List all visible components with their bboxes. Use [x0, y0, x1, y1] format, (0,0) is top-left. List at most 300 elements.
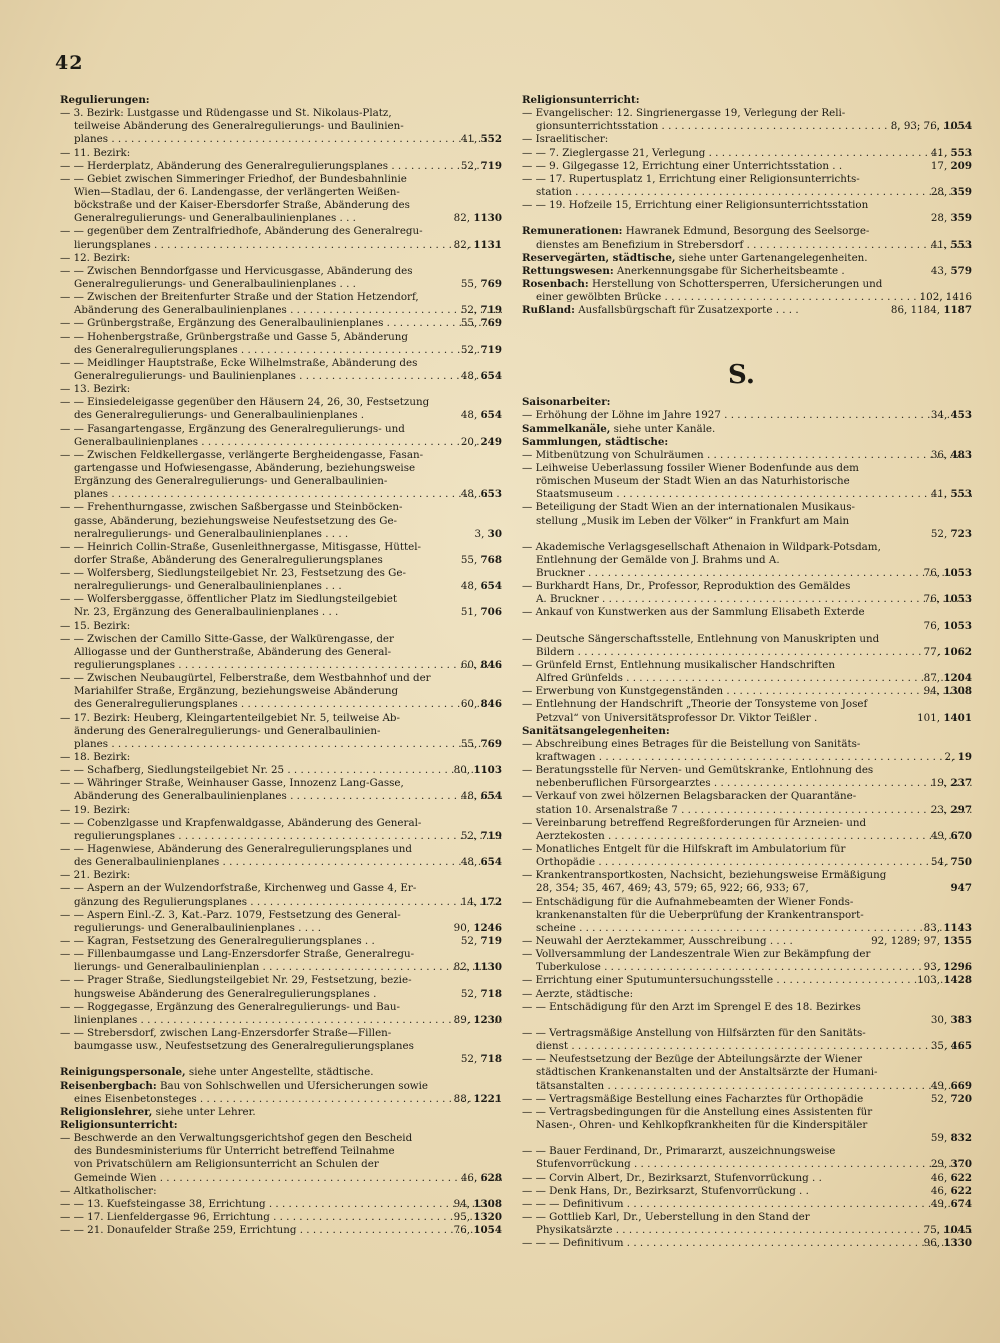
page-ref-number: 1320: [473, 1210, 502, 1223]
index-line: [522, 1080, 972, 1093]
index-line: [60, 304, 502, 317]
index-entry-text: nebenberuflichen Fürsorgearztes . . .: [536, 777, 972, 789]
index-entry-text: Religionsunterricht:: [60, 1118, 178, 1131]
index-line: [60, 252, 502, 265]
index-entry-text: Generalbaulinienplanes . . .: [74, 436, 502, 448]
index-line: [522, 817, 972, 830]
page-reference: [454, 1224, 502, 1237]
index-line: [60, 961, 502, 974]
page-ref-volume: 52,: [460, 935, 481, 947]
page-reference: [924, 620, 972, 633]
index-line: [522, 291, 972, 304]
page-ref-number: 622: [950, 1171, 972, 1184]
index-entry-text: — — Wolfersberggasse, öffentlicher Platz im Siedlungsteilgebiet: [60, 593, 398, 606]
page-ref-number: 1143: [943, 921, 972, 934]
index-entry-text: dorfer Straße, Abänderung des Generalregulierungsplanes: [74, 553, 383, 566]
page-reference: [891, 120, 972, 133]
index-line: [60, 777, 502, 790]
page-reference: [931, 1093, 972, 1106]
page-ref-volume: 41,: [930, 146, 951, 159]
index-line: [522, 620, 972, 633]
index-entry-text: — — 13. Kuefsteingasse 38, Errichtung . . .: [60, 1198, 502, 1210]
page-ref-number: 654: [480, 369, 502, 382]
index-line: [60, 1106, 502, 1119]
page-ref-number: 706: [480, 606, 502, 619]
index-entry-text: — — Neufestsetzung der Bezüge der Abteilungsärzte der Wiener: [522, 1053, 862, 1066]
page-reference: [931, 1158, 972, 1171]
index-entry-text: neralregulierungs- und Generalbaulinienplanes . . .: [74, 580, 342, 593]
index-entry-text: — Mitbenützung von Schulräumen . . .: [522, 449, 972, 461]
page-ref-number: 669: [950, 1079, 972, 1092]
index-line: [522, 882, 972, 895]
page-reference: [924, 961, 972, 974]
index-entry-text: des Generalbaulinienplanes . . .: [74, 856, 502, 868]
page-reference: [931, 147, 972, 160]
index-line: [522, 856, 972, 869]
page-ref-volume: 41,: [930, 488, 951, 501]
page-ref-volume: 20,: [460, 435, 481, 448]
page-ref-number: 768: [480, 553, 502, 566]
index-line: [60, 449, 502, 462]
index-line: [60, 659, 502, 672]
index-entry-text: — — Cobenzlgasse und Krapfenwaldgasse, Abänderung des General-: [60, 816, 422, 829]
page-ref-volume: 52,: [930, 527, 951, 540]
page-ref-volume: 76,: [923, 619, 944, 632]
page-ref-volume: 35,: [930, 1040, 951, 1053]
index-entry-text: böckstraße und der Kaiser-Ebersdorfer Straße, Abänderung des: [74, 199, 410, 212]
index-entry-text: Entlehnung der Gemälde von J. Brahms und A.: [536, 553, 780, 566]
page-ref-volume: 52,: [460, 987, 481, 1000]
index-line: [60, 712, 502, 725]
index-entry-text: — — Zwischen der Breitenfurter Straße und der Station Hetzendorf,: [60, 291, 419, 304]
index-entry-text: Wien—Stadlau, der 6. Landengasse, der verlängerten Weißen-: [74, 185, 400, 198]
page-ref-number: 237: [950, 777, 972, 790]
index-line: [60, 212, 502, 225]
index-line: [60, 1080, 502, 1093]
index-line: [522, 133, 972, 146]
index-line: [522, 790, 972, 803]
index-line: [60, 147, 502, 160]
index-line: [60, 1198, 502, 1211]
page-reference: [931, 239, 972, 252]
index-keyword: Rettungswesen:: [522, 264, 614, 277]
page-reference: [461, 317, 502, 330]
page-ref-volume: 76,: [923, 593, 944, 606]
page-ref-number: 359: [950, 185, 972, 198]
index-entry-text: station 10. Arsenalstraße 7 . . .: [536, 804, 972, 816]
index-line: [522, 712, 972, 725]
index-entry-text: — — Hohenbergstraße, Grünbergstraße und Gasse 5, Abänderung: [60, 330, 408, 343]
index-line: [60, 528, 502, 541]
index-entry-text: Reinigungspersonale, siehe unter Angestellte, städtische.: [60, 1066, 374, 1079]
index-keyword: Reinigungspersonale,: [60, 1066, 186, 1079]
index-line: [60, 199, 502, 212]
page-reference: [461, 738, 502, 751]
index-line: [60, 1001, 502, 1014]
page-ref-number: 719: [480, 343, 502, 356]
page-ref-number: 723: [950, 527, 972, 540]
index-line: [522, 869, 972, 882]
page-ref-number: 832: [950, 1132, 972, 1145]
index-line: [522, 186, 972, 199]
page-ref-volume: 8, 93; 76,: [890, 120, 944, 133]
page-ref-volume: 48,: [460, 488, 481, 501]
index-entry-text: — — Fasangartengasse, Ergänzung des Generalregulierungs- und: [60, 422, 405, 435]
page-reference: [945, 751, 972, 764]
index-entry-text: Gemeinde Wien . . .: [74, 1172, 502, 1184]
index-line: [522, 383, 972, 396]
index-line: [522, 961, 972, 974]
index-entry-text: Generalregulierungs- und Baulinienplanes . . .: [74, 370, 502, 382]
page-ref-volume: 89,: [453, 1013, 474, 1026]
index-entry-text: lierungsplanes . . .: [74, 239, 502, 251]
index-entry-text: — 12. Bezirk:: [60, 251, 131, 264]
index-entry-text: des Bundesministeriums für Unterricht betreffend Teilnahme: [74, 1145, 395, 1158]
page-ref-number: 719: [480, 829, 502, 842]
index-line: [60, 409, 502, 422]
page-reference: [454, 1211, 502, 1224]
index-entry-text: — — Strebersdorf, zwischen Lang-Enzersdorfer Straße—Fillen-: [60, 1026, 392, 1039]
index-line: [60, 974, 502, 987]
index-entry-text: — 11. Bezirk:: [60, 146, 131, 159]
page-ref-number: 1401: [943, 711, 972, 724]
page-reference: [931, 1132, 972, 1145]
page-reference: [461, 790, 502, 803]
index-line: [522, 278, 972, 291]
index-line: [522, 94, 972, 107]
index-line: [522, 331, 972, 344]
page-ref-volume: 76,: [923, 567, 944, 580]
page-ref-volume: 48,: [460, 856, 481, 869]
page-ref-volume: 86, 1184,: [890, 304, 944, 317]
page-ref-number: 249: [480, 435, 502, 448]
index-entry-text: — Ankauf von Kunstwerken aus der Sammlung Elisabeth Exterde: [522, 606, 865, 619]
index-line: [522, 344, 972, 357]
page-ref-volume: 96,: [923, 1237, 944, 1250]
index-line: [60, 1066, 502, 1079]
page-ref-number: 553: [950, 488, 972, 501]
index-entry-text: Abänderung des Generalbaulinienplanes . . .: [74, 790, 502, 802]
page-reference: [924, 1237, 972, 1250]
index-entry-text: — Errichtung einer Sputumuntersuchungsstelle . . .: [522, 974, 972, 986]
page-ref-number: 719: [480, 304, 502, 317]
page-ref-volume: 55,: [460, 737, 481, 750]
index-entry-text: — Vereinbarung betreffend Regreßforderungen für Arzneien- und: [522, 816, 867, 829]
index-line: [60, 751, 502, 764]
page-ref-number: 1130: [473, 212, 502, 225]
index-entry-text: — 21. Bezirk:: [60, 869, 131, 882]
index-entry-text: — — Frehenthurngasse, zwischen Saßbergasse und Steinböcken-: [60, 501, 403, 514]
page-ref-number: 1308: [943, 685, 972, 698]
page-reference: [461, 606, 502, 619]
index-line: [522, 1145, 972, 1158]
index-line: [60, 462, 502, 475]
page-ref-volume: 80,: [453, 764, 474, 777]
index-line: [60, 278, 502, 291]
index-entry-text: station . . .: [536, 186, 965, 198]
index-entry-text: — — 17. Rupertusplatz 1, Errichtung einer Religionsunterrichts-: [522, 172, 860, 185]
page-ref-number: 453: [950, 409, 972, 422]
index-line: [522, 804, 972, 817]
index-entry-text: krankenanstalten für die Ueberprüfung der Krankentransport-: [536, 908, 864, 921]
index-entry-text: — — 7. Zieglergasse 21, Verlegung . . .: [522, 147, 972, 159]
page-reference: [454, 961, 502, 974]
index-line: [60, 501, 502, 514]
index-line: [60, 344, 502, 357]
index-entry-text: Generalregulierungs- und Generalbaulinienplanes . . .: [74, 212, 356, 225]
index-line: [522, 1185, 972, 1198]
page-reference: [931, 777, 972, 790]
page-reference: [461, 830, 502, 843]
page-ref-volume: 17,: [930, 159, 951, 172]
index-line: [522, 265, 972, 278]
index-entry-text: Nasen-, Ohren- und Kehlkopfkrankheiten für die Kinderspitäler: [536, 1118, 868, 1131]
index-line: [522, 672, 972, 685]
index-entry-text: — — Vertragsmäßige Anstellung von Hilfsärzten für den Sanitäts-: [522, 1026, 866, 1039]
index-entry-text: — — Meidlinger Hauptstraße, Ecke Wilhelmstraße, Abänderung des: [60, 356, 418, 369]
index-line: [522, 935, 972, 948]
page-ref-number: 622: [950, 1184, 972, 1197]
page-ref-number: 769: [480, 277, 502, 290]
page-reference: [454, 1198, 502, 1211]
index-entry-text: — — 17. Lienfeldergasse 96, Errichtung . . .: [60, 1211, 502, 1223]
index-entry-text: dienst . . .: [536, 1040, 961, 1052]
index-entry-text: — — Zwischen Benndorfgasse und Hervicusgasse, Abänderung des: [60, 264, 413, 277]
page-ref-number: 719: [480, 935, 502, 947]
index-entry-text: — Beratungsstelle für Nerven- und Gemütskranke, Entlohnung des: [522, 764, 874, 777]
index-entry-text: Physikatsärzte . . .: [536, 1224, 972, 1236]
index-entry-text: — — Währinger Straße, Weinhauser Gasse, Innozenz Lang-Gasse,: [60, 777, 404, 790]
page-reference: [931, 804, 972, 817]
index-line: [522, 988, 972, 1001]
index-line: [522, 304, 972, 317]
page-reference: [454, 1014, 502, 1027]
index-line: [60, 1145, 502, 1158]
index-entry-text: planes . . .: [74, 738, 501, 750]
index-line: [60, 396, 502, 409]
index-entry-text: Reisenbergbach: Bau von Sohlschwellen und Ufersicherungen sowie: [60, 1079, 428, 1092]
index-entry-text: gartengasse und Hofwiesengasse, Abänderung, beziehungsweise: [74, 461, 416, 474]
index-entry-text: Rettungswesen: Anerkennungsgabe für Sicherheitsbeamte .: [522, 264, 845, 277]
index-entry-text: — — Fillenbaumgasse und Lang-Enzersdorfer Straße, Generalregu-: [60, 948, 415, 961]
index-line: [522, 488, 972, 501]
page-ref-number: 846: [480, 659, 502, 672]
page-reference: [920, 291, 972, 304]
page-reference: [931, 1080, 972, 1093]
page-ref-volume: 55,: [460, 277, 481, 290]
index-line: [522, 1224, 972, 1237]
index-line: [522, 896, 972, 909]
page-ref-volume: 52,: [460, 159, 481, 172]
page-reference: [924, 567, 972, 580]
page-reference: [461, 133, 502, 146]
page-reference: [461, 344, 502, 357]
index-entry-text: Alfred Grünfelds . . .: [536, 672, 972, 684]
index-entry-text: Regulierungen:: [60, 94, 150, 106]
page-ref-volume: 94,: [923, 685, 944, 698]
index-line: [522, 1132, 972, 1145]
index-line: [522, 1053, 972, 1066]
page-ref-volume: 102, 1416: [919, 291, 972, 304]
index-line: [60, 804, 502, 817]
index-entry-text: — 15. Bezirk:: [60, 619, 131, 632]
page-number: 42: [55, 52, 84, 74]
index-entry-text: — 17. Bezirk: Heuberg, Kleingartenteilgebiet Nr. 5, teilweise Ab-: [60, 711, 400, 724]
page-ref-number: 1062: [943, 645, 972, 658]
index-line: [60, 436, 502, 449]
page-ref-number: 579: [950, 264, 972, 277]
index-entry-text: — Abschreibung eines Betrages für die Beistellung von Sanitäts-: [522, 737, 861, 750]
page-reference: [461, 896, 502, 909]
page-ref-number: 718: [480, 987, 502, 1000]
page-reference: [931, 212, 972, 225]
page-ref-volume: 34,: [930, 409, 951, 422]
page-reference: [461, 409, 502, 422]
index-keyword: Remunerationen:: [522, 225, 623, 238]
index-entry-text: regulierungsplanes . . .: [74, 659, 502, 671]
page-ref-volume: 76,: [453, 1224, 474, 1237]
page-reference: [924, 672, 972, 685]
page-ref-number: 769: [480, 317, 502, 330]
index-line: [522, 593, 972, 606]
index-line: [522, 948, 972, 961]
index-line: [522, 1158, 972, 1171]
index-line: [60, 1014, 502, 1027]
index-line: [60, 541, 502, 554]
page-ref-number: 670: [950, 829, 972, 842]
index-line: [522, 1093, 972, 1106]
page-reference: [461, 370, 502, 383]
index-entry-text: linienplanes . . .: [74, 1014, 502, 1026]
index-entry-text: — — Herderplatz, Abänderung des Generalregulierungsplanes . . . .: [60, 160, 502, 172]
index-line: [522, 909, 972, 922]
index-entry-text: — 13. Bezirk:: [60, 383, 131, 396]
page-reference: [461, 1053, 502, 1066]
index-entry-text: — Neuwahl der Aerztekammer, Ausschreibung . . . .: [522, 935, 793, 947]
index-keyword: Reservegärten, städtische,: [522, 251, 676, 264]
page-reference: [461, 935, 502, 948]
index-line: [60, 1093, 502, 1106]
index-line: [522, 830, 972, 843]
index-line: [60, 935, 502, 948]
page-ref-volume: 28,: [930, 212, 951, 225]
index-entry-text: teilweise Abänderung des Generalregulierungs- und Baulinien-: [74, 120, 404, 133]
page-reference: [871, 935, 972, 948]
page-ref-volume: 48,: [460, 790, 481, 803]
index-line: [60, 160, 502, 173]
index-line: [522, 239, 972, 252]
page-ref-number: 553: [950, 238, 972, 251]
page-ref-number: 1053: [943, 619, 972, 632]
page-reference: [891, 304, 972, 317]
page-ref-volume: 60,: [460, 698, 481, 711]
index-line: [522, 1066, 972, 1079]
index-keyword: Rußland:: [522, 304, 575, 317]
index-line: [60, 475, 502, 488]
index-keyword: Rosenbach:: [522, 277, 589, 290]
page-ref-number: 674: [950, 1197, 972, 1210]
index-line: [60, 606, 502, 619]
index-line: [522, 777, 972, 790]
index-entry-text: des Generalregulierungsplanes . . .: [74, 698, 502, 710]
page-ref-number: 846: [480, 698, 502, 711]
index-line: [522, 698, 972, 711]
index-line: [60, 554, 502, 567]
index-line: [522, 738, 972, 751]
page-reference: [461, 488, 502, 501]
index-entry-text: — — Grünbergstraße, Ergänzung des Generalbaulinienplanes . . . .: [60, 317, 502, 329]
page-ref-volume: 51,: [460, 606, 481, 619]
page-ref-number: 297: [950, 803, 972, 816]
index-line: [522, 974, 972, 987]
page-ref-number: 483: [950, 448, 972, 461]
page-reference: [461, 436, 502, 449]
index-entry-text: — 3. Bezirk: Lustgasse und Rüdengasse und St. Nikolaus-Platz,: [60, 107, 392, 120]
index-keyword: Reisenbergbach:: [60, 1079, 157, 1092]
page-ref-volume: 55,: [460, 553, 481, 566]
page-ref-volume: 83,: [923, 921, 944, 934]
index-entry-text: — — Aspern Einl.-Z. 3, Kat.-Parz. 1079, Festsetzung des General-: [60, 908, 401, 921]
index-entry-text: — — Hagenwiese, Abänderung des Generalregulierungsplanes und: [60, 843, 413, 856]
page-ref-volume: 43,: [930, 264, 951, 277]
page-reference: [931, 488, 972, 501]
index-entry-text: — — — Definitivum . . .: [522, 1198, 972, 1210]
index-entry-text: Bildern . . .: [536, 646, 967, 658]
index-entry-text: Rußland: Ausfallsbürgschaft für Zusatzexporte . . . .: [522, 304, 799, 317]
index-entry-text: — Akademische Verlagsgesellschaft Athenaion in Wildpark-Potsdam,: [522, 540, 881, 553]
index-line: [522, 120, 972, 133]
index-line: [522, 501, 972, 514]
index-entry-text: hungsweise Abänderung des Generalregulierungsplanes .: [74, 987, 377, 1000]
page-ref-number: 720: [950, 1092, 972, 1105]
index-entry-text: — — Schafberg, Siedlungsteilgebiet Nr. 25 . . .: [60, 764, 502, 776]
index-line: [522, 1198, 972, 1211]
index-entry-text: — Beteiligung der Stadt Wien an der internationalen Musikaus-: [522, 501, 855, 514]
page-reference: [931, 1198, 972, 1211]
index-entry-text: — — Bauer Ferdinand, Dr., Primararzt, auszeichnungsweise: [522, 1145, 836, 1158]
index-line: [522, 685, 972, 698]
index-line: [60, 672, 502, 685]
page-ref-number: 1246: [473, 921, 502, 934]
page-ref-number: 552: [480, 133, 502, 146]
index-line: [522, 725, 972, 738]
index-entry-text: Tuberkulose . . .: [536, 961, 972, 973]
index-entry-text: — Entschädigung für die Aufnahmebeamten der Wiener Fonds-: [522, 895, 854, 908]
index-line: [522, 357, 972, 370]
index-entry-text: — Burkhardt Hans, Dr., Professor, Reproduktion des Gemäldes: [522, 580, 851, 593]
index-entry-text: — — 21. Donaufelder Straße 259, Errichtung . . .: [60, 1224, 502, 1236]
page-ref-volume: 49,: [930, 829, 951, 842]
index-entry-text: Sammlungen, städtische:: [522, 435, 669, 448]
index-line: [522, 764, 972, 777]
index-line: [522, 212, 972, 225]
index-entry-text: — 19. Bezirk:: [60, 803, 131, 816]
index-entry-text: — — Wolfersberg, Siedlungsteilgebiet Nr. 23, Festsetzung des Ge-: [60, 567, 406, 580]
index-entry-text: A. Bruckner . . .: [536, 593, 972, 605]
page-ref-volume: 49,: [930, 1197, 951, 1210]
page-ref-number: 654: [480, 856, 502, 869]
page-ref-number: 553: [950, 146, 972, 159]
page-ref-number: 1308: [473, 1197, 502, 1210]
index-entry-text: Staatsmuseum . . .: [536, 488, 972, 500]
index-line: [60, 725, 502, 738]
page-ref-volume: 52,: [930, 1092, 951, 1105]
index-line: [60, 685, 502, 698]
index-entry-text: — — 19. Hofzeile 15, Errichtung einer Religionsunterrichtsstation: [522, 199, 869, 212]
page-reference: [931, 830, 972, 843]
page-ref-volume: 103,: [917, 974, 944, 987]
index-entry-text: stellung „Musik im Leben der Völker“ in Frankfurt am Main: [536, 514, 850, 527]
